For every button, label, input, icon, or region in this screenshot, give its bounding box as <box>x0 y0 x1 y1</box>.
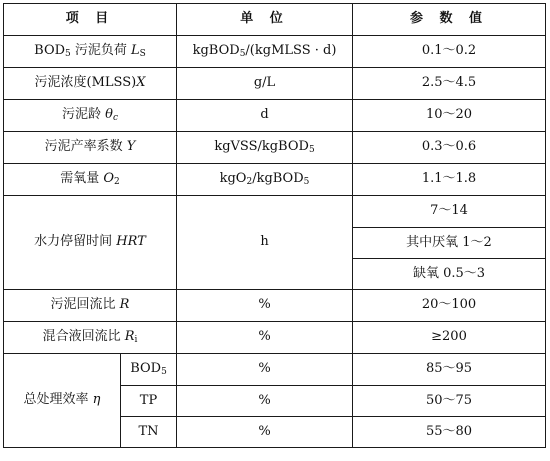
row-value: 10～20 <box>353 100 546 132</box>
row-value: 1.1～1.8 <box>353 164 546 196</box>
row-label: 需氧量 $O_2$ <box>4 164 177 196</box>
row-label: 污泥产率系数 Y <box>4 132 177 164</box>
row-unit: % <box>177 354 353 386</box>
table-row <box>4 36 546 68</box>
table-row <box>4 164 546 196</box>
row-unit: kgBOD$_5$/(kgMLSS · d) <box>177 36 353 68</box>
row-label: 水力停留时间 HRT <box>4 196 177 290</box>
row-unit: d <box>177 100 353 132</box>
table-row <box>4 132 546 164</box>
table-row <box>4 68 546 100</box>
row-unit: kgO$_2$/kgBOD$_5$ <box>177 164 353 196</box>
parameter-table <box>3 3 546 448</box>
row-value: 85～95 <box>353 354 546 386</box>
row-unit: % <box>177 322 353 354</box>
header-value: 参 数 值 <box>353 4 546 36</box>
row-label: 混合液回流比 $R_i$ <box>4 322 177 354</box>
row-unit: % <box>177 290 353 322</box>
row-value: 其中厌氧 1～2 <box>353 228 546 259</box>
row-value: 2.5～4.5 <box>353 68 546 100</box>
row-label: 污泥龄 $\theta_c$ <box>4 100 177 132</box>
table-row <box>4 100 546 132</box>
row-unit: % <box>177 386 353 417</box>
row-unit: kgVSS/kgBOD$_5$ <box>177 132 353 164</box>
row-value: 0.1～0.2 <box>353 36 546 68</box>
row-sublabel: TN <box>121 417 177 448</box>
row-value: 缺氧 0.5～3 <box>353 259 546 290</box>
row-label: $BOD_5$ 污泥负荷 $L_S$ <box>4 36 177 68</box>
row-value: 20～100 <box>353 290 546 322</box>
table-row <box>4 290 546 322</box>
header-unit: 单 位 <box>177 4 353 36</box>
row-value: 7～14 <box>353 196 546 228</box>
table-row <box>4 322 546 354</box>
header-item: 项 目 <box>4 4 177 36</box>
row-unit: % <box>177 417 353 448</box>
row-label: 污泥回流比 R <box>4 290 177 322</box>
row-label: 总处理效率 η <box>4 354 121 448</box>
row-unit: g/L <box>177 68 353 100</box>
header-row <box>4 4 546 36</box>
row-sublabel: $BOD_5$ <box>121 354 177 386</box>
row-sublabel: TP <box>121 386 177 417</box>
row-value: 50～75 <box>353 386 546 417</box>
row-value: 0.3～0.6 <box>353 132 546 164</box>
row-unit: h <box>177 196 353 290</box>
row-label: 污泥浓度(MLSS)X <box>4 68 177 100</box>
table-row <box>4 196 546 228</box>
row-value: 55～80 <box>353 417 546 448</box>
row-value: ≥200 <box>353 322 546 354</box>
table-row <box>4 354 546 386</box>
